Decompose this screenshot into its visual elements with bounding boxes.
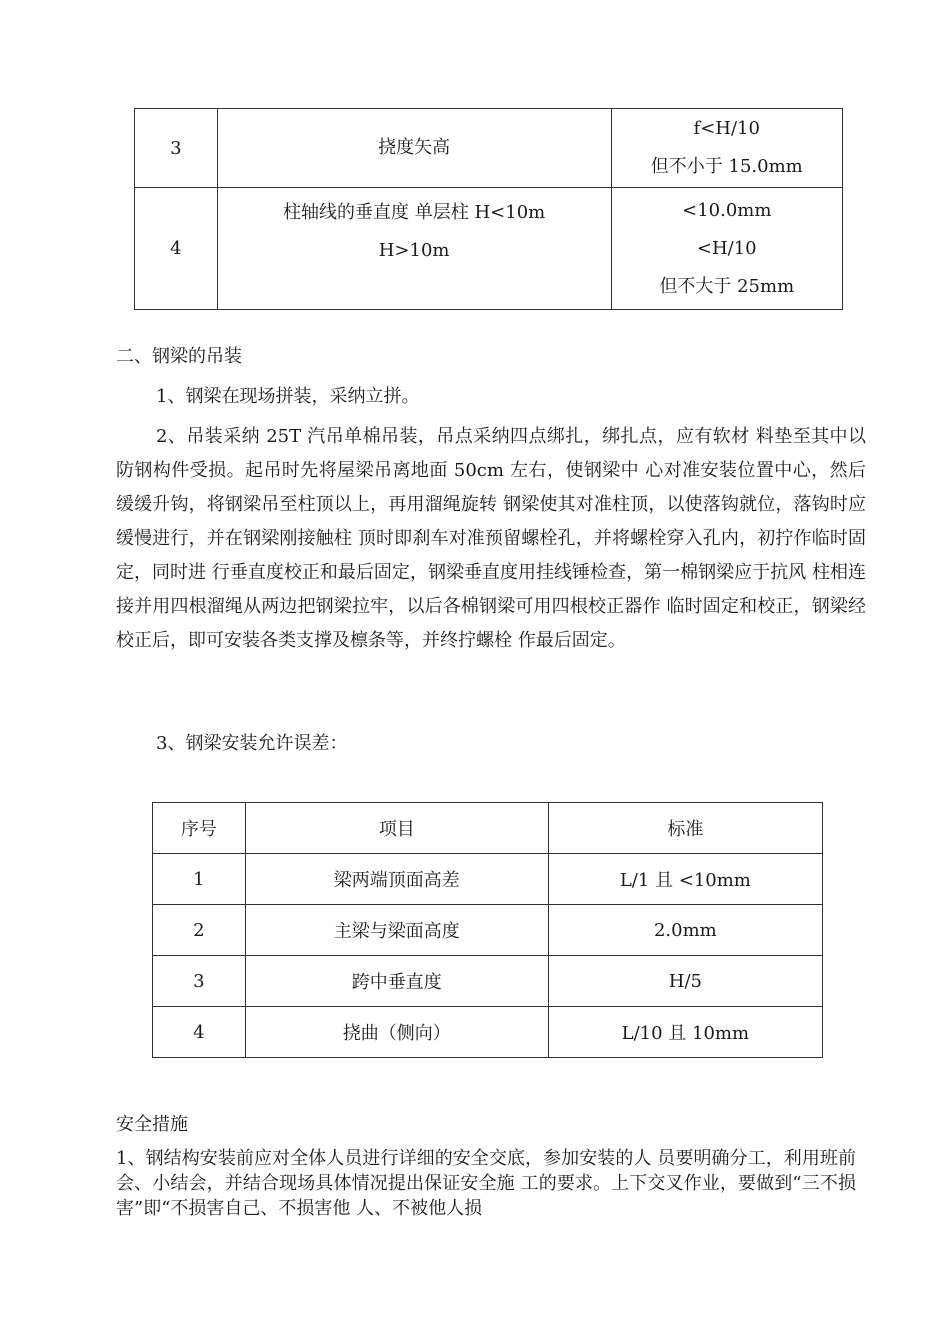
row-number: 4: [135, 188, 218, 310]
safety-paragraph: 1、钢结构安装前应对全体人员进行详细的安全交底，参加安装的人 员要明确分工，利用班前会、小结会，并结合现场具体情况提出保证安全施 工的要求。上下交叉作业，要做到“三不损害”即“不损害自己、不损害他 人、不被他人损: [116, 1148, 856, 1219]
header-cell: 标准: [548, 803, 822, 854]
table-cell: L/1 且 <10mm: [548, 854, 822, 905]
paragraph-item-2: 2、吊装采纳 25T 汽吊单棉吊装，吊点采纳四点绑扎，绑扎点，应有软材 料垫至其中以防钢构件受损。起吊时先将屋梁吊离地面 50cm 左右，使钢梁中 心对准安装位置中心，然后缓缓升钩，将钢梁吊至柱顶以上，再用溜绳旋转 钢梁使其对准柱顶，以使落钩就位，落钩时应缓慢进行，并在钢梁刚接触柱 顶时即刹车对准预留螺栓孔，并将螺栓穿入孔内，初拧作临时固定，同时进 行垂直度校正和最后固定，钢梁垂直度用挂线锤检查，第一棉钢梁应于抗风 柱相连接并用四根溜绳从两边把钢梁拉牢，以后各棉钢梁可用四根校正器作 临时固定和校正，钢梁经校正后，即可安装各类支撑及檩条等，并终拧螺栓 作最后固定。: [116, 426, 866, 651]
standard-line: 但不大于 25mm: [659, 275, 795, 297]
section-heading: 二、钢梁的吊装: [116, 346, 242, 367]
table-cell: 1: [153, 854, 246, 905]
table-header-row: [153, 803, 823, 854]
table-cell: H/5: [548, 956, 822, 1007]
header-cell: 项目: [245, 803, 548, 854]
paragraph-item-3: 3、钢梁安装允许误差：: [156, 733, 348, 754]
table-cell: 4: [153, 1007, 246, 1058]
table-row: [153, 1007, 823, 1058]
table-cell: 梁两端顶面高差: [245, 854, 548, 905]
row-number: 3: [135, 109, 218, 188]
paragraph-item-1: 1、钢梁在现场拼装，采纳立拼。: [156, 386, 420, 407]
standard-line: f<H/10: [693, 118, 760, 139]
standard-cell: [611, 109, 842, 188]
table-cell: 主梁与梁面高度: [245, 905, 548, 956]
item-line: H>10m: [378, 240, 450, 261]
table-row: [135, 188, 843, 310]
table-cell: L/10 且 10mm: [548, 1007, 822, 1058]
table-cell: 挠曲（侧向）: [245, 1007, 548, 1058]
table-cell: 2.0mm: [548, 905, 822, 956]
table-row: [153, 905, 823, 956]
item-line: 挠度矢高: [378, 137, 451, 158]
table-row: [153, 956, 823, 1007]
item-line: 柱轴线的垂直度 单层柱 H<10m: [283, 202, 546, 223]
item-cell: [217, 109, 611, 188]
header-cell: 序号: [153, 803, 246, 854]
item-cell: [217, 188, 611, 310]
standard-line: <H/10: [696, 237, 757, 259]
table-row: [135, 109, 843, 188]
table-cell: 2: [153, 905, 246, 956]
standard-line: <10.0mm: [682, 199, 772, 221]
table-row: [153, 854, 823, 905]
table-cell: 跨中垂直度: [245, 956, 548, 1007]
column-tolerance-table-continued: [134, 108, 843, 310]
beam-tolerance-table: [152, 802, 823, 1058]
safety-heading: 安全措施: [116, 1114, 188, 1135]
table-cell: 3: [153, 956, 246, 1007]
standard-cell: [611, 188, 842, 310]
standard-line: 但不小于 15.0mm: [650, 156, 803, 177]
